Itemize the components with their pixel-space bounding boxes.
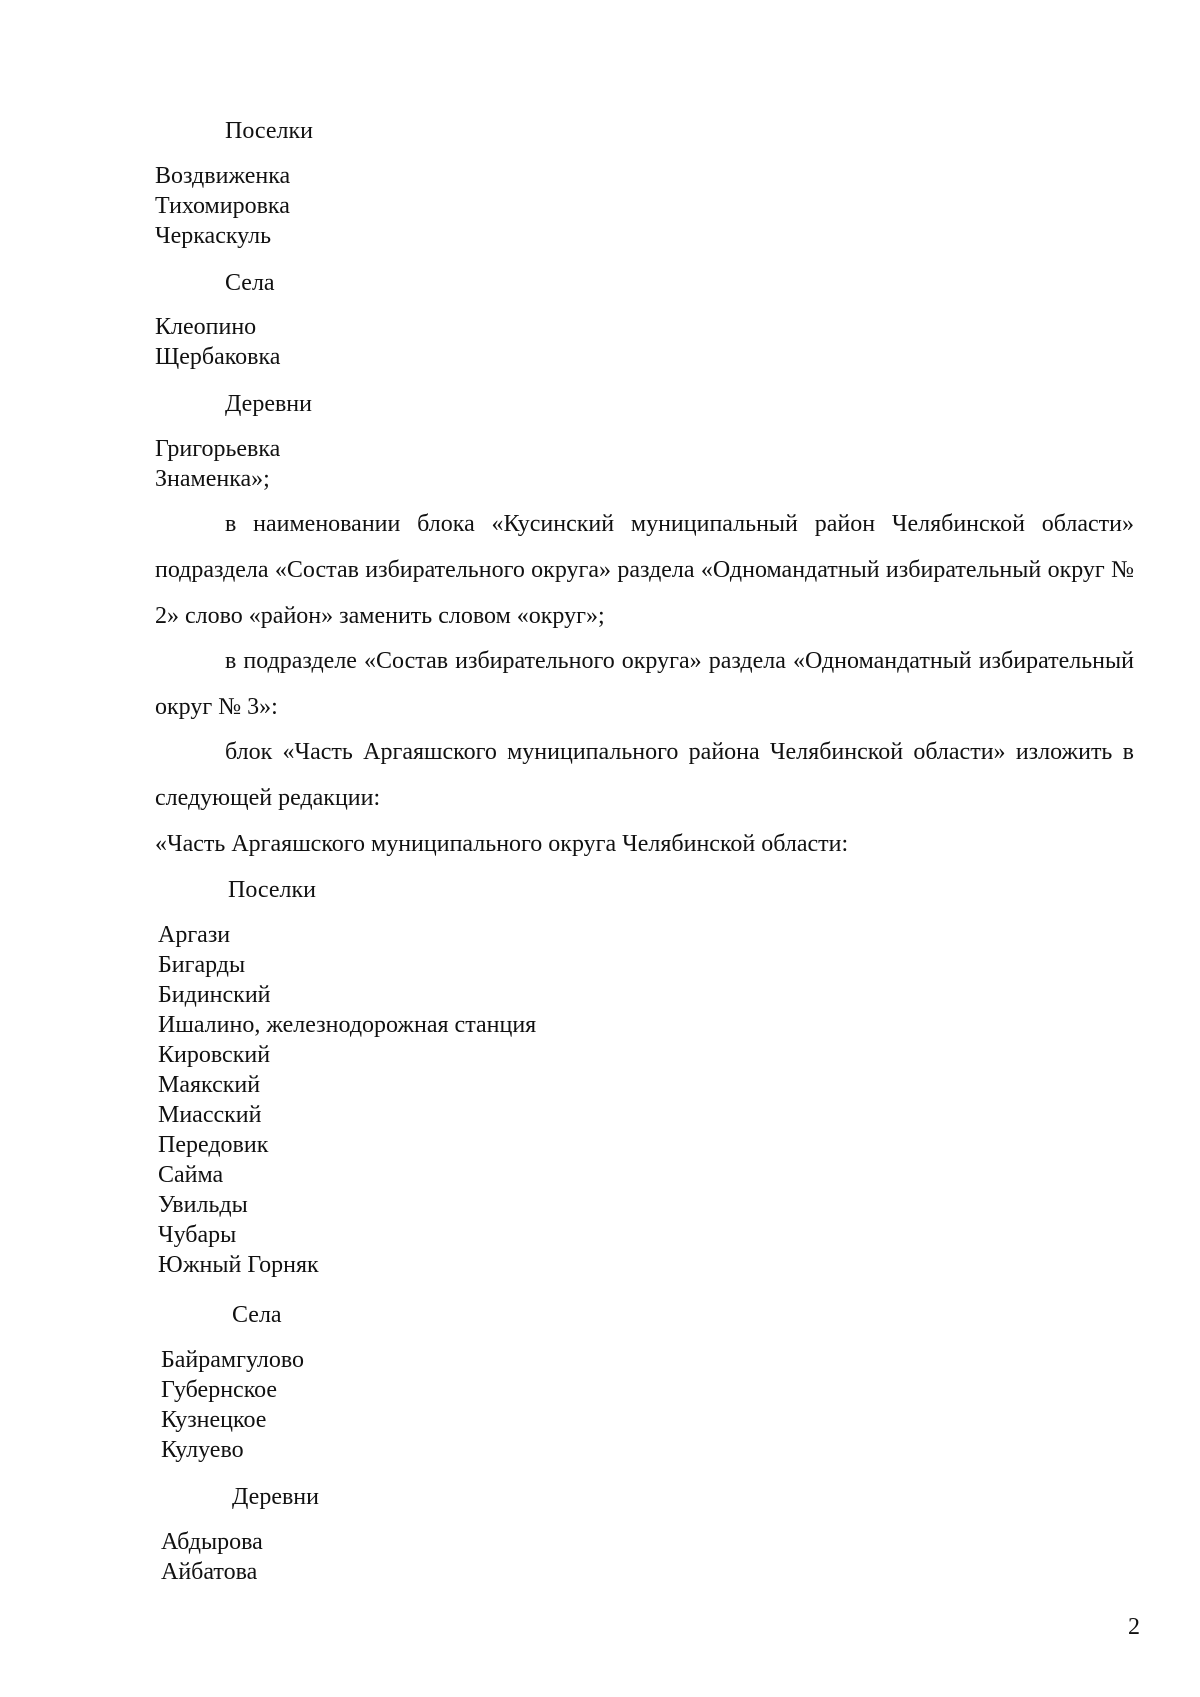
list-item: Увильды: [158, 1192, 248, 1218]
settlements-list-2: [158, 920, 536, 1280]
list-item: Кировский: [158, 1042, 271, 1068]
amendment-paragraph-2: в подразделе «Состав избирательного округа» раздела «Одномандатный избирательный округ № 3»:: [155, 648, 1134, 720]
heading-villages-1: Села: [225, 270, 275, 296]
amendment-paragraph-3: блок «Часть Аргаяшского муниципального района Челябинской области» изложить в следующей редакции:: [155, 739, 1134, 811]
list-item: Бидинский: [158, 982, 271, 1008]
list-item: Чубары: [158, 1222, 237, 1248]
list-item: Кулуево: [161, 1437, 244, 1463]
list-item: Ишалино, железнодорожная станция: [158, 1012, 537, 1038]
page-number: 2: [1128, 1614, 1140, 1640]
heading-settlements-2: Поселки: [228, 877, 317, 903]
list-item: Байрамгулово: [161, 1347, 305, 1373]
list-item: Кузнецкое: [161, 1407, 267, 1433]
list-item: Абдырова: [161, 1529, 263, 1555]
heading-settlements-1: Поселки: [225, 118, 314, 144]
list-item: Щербаковка: [155, 344, 281, 370]
new-block-title: «Часть Аргаяшского муниципального округа Челябинской области:: [155, 831, 849, 857]
heading-hamlets-2: Деревни: [232, 1484, 319, 1510]
list-item: Знаменка»;: [155, 466, 270, 492]
list-item: Черкаскуль: [155, 223, 272, 249]
amendment-paragraph-1: в наименовании блока «Кусинский муниципальный район Челябинской области» подраздела «Состав избирательного округа» раздела «Одномандатный избирательный округ № 2» слово «район» заменить словом «округ»;: [155, 511, 1134, 629]
list-item: Бигарды: [158, 952, 246, 978]
list-item: Айбатова: [161, 1559, 258, 1585]
list-item: Воздвиженка: [155, 163, 291, 189]
villages-list-2: [161, 1345, 304, 1465]
list-item: Миасский: [158, 1102, 262, 1128]
settlements-list-1: [155, 161, 290, 251]
list-item: Южный Горняк: [158, 1252, 319, 1278]
list-item: Тихомировка: [155, 193, 290, 219]
list-item: Аргази: [158, 922, 231, 948]
heading-hamlets-1: Деревни: [225, 391, 312, 417]
list-item: Передовик: [158, 1132, 269, 1158]
heading-villages-2: Села: [232, 1302, 282, 1328]
list-item: Клеопино: [155, 314, 257, 340]
villages-list-1: [155, 312, 280, 372]
hamlets-list-2: [161, 1527, 263, 1587]
list-item: Маякский: [158, 1072, 261, 1098]
list-item: Сайма: [158, 1162, 224, 1188]
list-item: Григорьевка: [155, 436, 281, 462]
hamlets-list-1: [155, 434, 280, 494]
list-item: Губернское: [161, 1377, 278, 1403]
